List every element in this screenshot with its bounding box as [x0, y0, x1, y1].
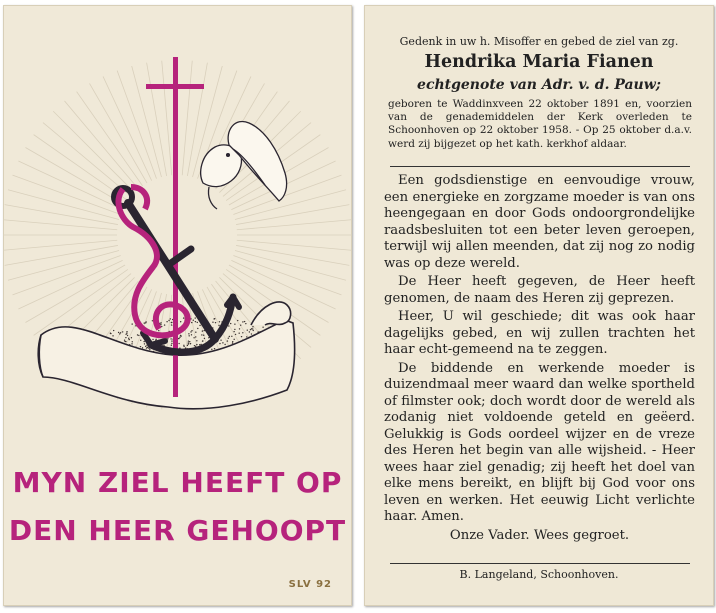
stipple-dot	[140, 346, 141, 347]
stipple-dot	[137, 334, 138, 335]
stipple-dot	[191, 334, 192, 335]
stipple-dot	[146, 347, 147, 348]
stipple-dot	[253, 330, 254, 331]
stipple-dot	[232, 342, 233, 343]
stipple-dot	[197, 328, 198, 329]
printer-code: SLV 92	[288, 579, 332, 590]
stipple-dot	[138, 335, 139, 336]
stipple-dot	[152, 320, 153, 321]
paragraph	[384, 309, 695, 359]
stipple-dot	[180, 335, 181, 336]
stipple-dot	[199, 325, 200, 326]
motto-line-1: MYN ZIEL HEEFT OP	[12, 466, 343, 499]
stipple-dot	[132, 341, 133, 342]
stipple-dot	[144, 343, 145, 344]
stipple-dot	[149, 349, 150, 350]
stipple-dot	[188, 335, 189, 336]
stipple-dot	[234, 323, 235, 324]
stipple-dot	[122, 331, 123, 332]
stipple-dot	[160, 324, 161, 325]
stipple-dot	[196, 344, 197, 345]
stipple-dot	[238, 332, 239, 333]
divider-top	[390, 166, 690, 167]
stipple-dot	[187, 345, 188, 346]
stipple-dot	[188, 340, 189, 341]
divider-bottom	[390, 563, 690, 564]
stipple-dot	[242, 332, 243, 333]
stipple-dot	[224, 344, 225, 345]
stipple-dot	[246, 336, 247, 337]
memorial-text	[384, 173, 695, 546]
biography: geboren te Waddinxveen 22 oktober 1891 en, voorzien van de genademiddelen der Kerk overleden te Schoonhoven op 22 oktober 1958. - Op 25 oktober d.a.v. werd zij bijgezet op het kath. kerkhof aldaar.	[388, 98, 692, 150]
stipple-dot	[233, 339, 234, 340]
stipple-dot	[142, 347, 143, 348]
stipple-dot	[229, 336, 230, 337]
stipple-dot	[188, 343, 189, 344]
stipple-dot	[171, 340, 172, 341]
dove-icon	[201, 122, 287, 209]
stipple-dot	[171, 343, 172, 344]
stipple-dot	[219, 321, 220, 322]
stipple-dot	[145, 346, 146, 347]
stipple-dot	[197, 322, 198, 323]
stipple-dot	[145, 321, 146, 322]
stipple-dot	[191, 322, 192, 323]
paragraph	[384, 274, 695, 307]
stipple-dot	[215, 322, 216, 323]
stipple-dot	[112, 335, 113, 336]
emblem-illustration	[3, 5, 352, 465]
stipple-dot	[201, 334, 202, 335]
stipple-dot	[183, 346, 184, 347]
stipple-dot	[140, 340, 141, 341]
stipple-dot	[231, 336, 232, 337]
stipple-dot	[245, 323, 246, 324]
stipple-dot	[190, 331, 191, 332]
intro-line: Gedenk in uw h. Misoffer en gebed de ziel van zg.	[399, 35, 679, 48]
stipple-dot	[251, 333, 252, 334]
paragraph	[384, 361, 695, 526]
stipple-dot	[195, 321, 196, 322]
stipple-dot	[189, 341, 190, 342]
paragraph-text: Een godsdienstige en eenvoudige vrouw, een energieke en zorgzame moeder is van ons heengegaan en door Gods ondoorgrondelijke raadsbesluiten tot een beter leven geroepen, terwijl wij allen meenden, dat zij nog zo nodig was op deze wereld.	[384, 173, 695, 271]
banner-scroll	[38, 302, 294, 409]
stipple-dot	[183, 345, 184, 346]
stipple-dot	[180, 321, 181, 322]
stipple-dot	[222, 342, 223, 343]
front-card	[3, 5, 352, 606]
stipple-dot	[233, 331, 234, 332]
stipple-dot	[235, 334, 236, 335]
stipple-dot	[195, 317, 196, 318]
stipple-dot	[179, 337, 180, 338]
spouse-line: echtgenote van Adr. v. d. Pauw;	[417, 77, 661, 93]
stipple-dot	[118, 332, 119, 333]
stipple-dot	[126, 331, 127, 332]
stipple-dot	[227, 340, 228, 341]
stipple-dot	[125, 334, 126, 335]
stipple-dot	[143, 341, 144, 342]
stipple-dot	[144, 322, 145, 323]
stipple-dot	[183, 317, 184, 318]
stipple-dot	[195, 336, 196, 337]
stipple-dot	[110, 332, 111, 333]
stipple-dot	[220, 339, 221, 340]
stipple-dot	[164, 324, 165, 325]
stipple-dot	[171, 345, 172, 346]
stipple-dot	[203, 335, 204, 336]
stipple-dot	[240, 325, 241, 326]
stipple-dot	[166, 321, 167, 322]
stipple-dot	[178, 343, 179, 344]
stipple-dot	[202, 330, 203, 331]
stipple-dot	[228, 337, 229, 338]
printer-name: B. Langeland, Schoonhoven.	[459, 568, 619, 581]
stipple-dot	[188, 333, 189, 334]
stipple-dot	[125, 341, 126, 342]
stipple-dot	[212, 321, 213, 322]
stipple-dot	[202, 340, 203, 341]
deceased-name: Hendrika Maria Fianen	[424, 52, 654, 72]
stipple-dot	[219, 343, 220, 344]
text-card	[364, 5, 714, 606]
paragraph-text: De biddende en werkende moeder is duizendmaal meer waard dan welke sportheld of filmster ook; doch wordt door de wereld als zodanig niet voldoende geteld en geëerd. Gelukkig is Gods oordeel wijzer en de vreze des Heren het begin van alle wijsheid. - Heer wees haar ziel genadig; zij heeft het doel van elke mens bereikt, en blijft bij God voor ons leven en werken. Het eeuwig Licht verlichte haar. Amen.	[384, 360, 695, 524]
stipple-dot	[170, 318, 171, 319]
stipple-dot	[196, 340, 197, 341]
stipple-dot	[168, 320, 169, 321]
paragraph	[384, 173, 695, 272]
stipple-dot	[193, 337, 194, 338]
stipple-dot	[195, 332, 196, 333]
motto-line-2: DEN HEER GEHOOPT	[8, 514, 347, 547]
stipple-dot	[171, 324, 172, 325]
stipple-dot	[131, 337, 132, 338]
paragraph-text: De Heer heeft gegeven, de Heer heeft genomen, de naam des Heren zij geprezen.	[384, 274, 695, 306]
stipple-dot	[171, 322, 172, 323]
closing-prayer: Onze Vader. Wees gegroet.	[449, 527, 630, 543]
stipple-dot	[214, 318, 215, 319]
stipple-dot	[152, 339, 153, 340]
stipple-dot	[113, 330, 114, 331]
stipple-dot	[204, 338, 205, 339]
stipple-dot	[190, 343, 191, 344]
stipple-dot	[170, 338, 171, 339]
stipple-dot	[199, 344, 200, 345]
stipple-dot	[230, 323, 231, 324]
stipple-dot	[234, 329, 235, 330]
stipple-dot	[251, 328, 252, 329]
stipple-dot	[214, 348, 215, 349]
stipple-dot	[124, 339, 125, 340]
stipple-dot	[241, 336, 242, 337]
stipple-dot	[237, 320, 238, 321]
stipple-dot	[244, 321, 245, 322]
stipple-dot	[247, 329, 248, 330]
stipple-dot	[128, 338, 129, 339]
stipple-dot	[249, 331, 250, 332]
paragraph-text: Heer, U wil geschiede; dit was ook haar dagelijks gebed, en wij zullen trachten het haar echt-gemeend na te zeggen.	[384, 309, 695, 357]
stipple-dot	[242, 321, 243, 322]
stipple-dot	[158, 330, 159, 331]
stipple-dot	[155, 339, 156, 340]
stipple-dot	[120, 332, 121, 333]
stipple-dot	[160, 322, 161, 323]
stipple-dot	[252, 326, 253, 327]
stipple-dot	[232, 341, 233, 342]
stipple-dot	[218, 325, 219, 326]
stipple-dot	[129, 339, 130, 340]
stipple-dot	[125, 337, 126, 338]
stipple-dot	[193, 320, 194, 321]
stipple-dot	[127, 335, 128, 336]
stipple-dot	[119, 333, 120, 334]
stipple-dot	[131, 343, 132, 344]
stipple-dot	[178, 338, 179, 339]
stipple-dot	[239, 328, 240, 329]
stipple-dot	[262, 327, 263, 328]
stipple-dot	[228, 325, 229, 326]
stipple-dot	[131, 323, 132, 324]
stipple-dot	[211, 349, 212, 350]
stipple-dot	[191, 330, 192, 331]
